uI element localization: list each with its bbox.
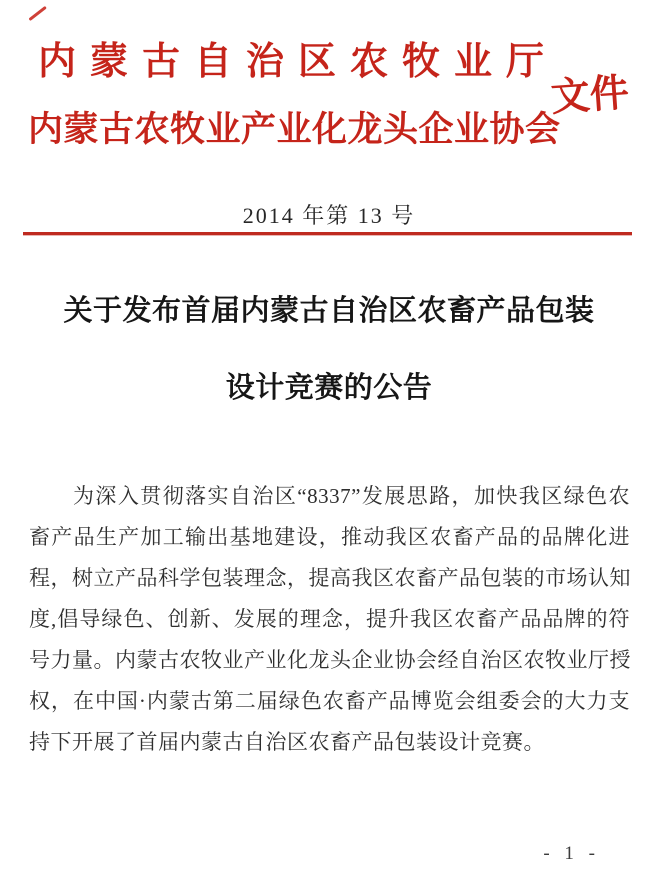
body-line: 度,倡导绿色、创新、发展的理念，提升我区农畜产品品牌的符 — [29, 607, 630, 631]
letterhead-divider-rule — [23, 232, 632, 235]
body-line: 为深入贯彻落实自治区“8337”发展思路，加快我区绿色农 — [73, 484, 630, 508]
body-line: 程，树立产品科学包装理念，提高我区农畜产品包装的市场认知 — [29, 566, 631, 590]
document-title-line-2: 设计竞赛的公告 — [225, 372, 433, 404]
body-line: 持下开展了首届内蒙古自治区农畜产品包装设计竞赛。 — [29, 730, 545, 754]
body-paragraph — [29, 476, 630, 763]
body-line: 权，在中国·内蒙古第二届绿色农畜产品博览会组委会的大力支 — [29, 689, 630, 713]
issuer-name-primary: 内蒙古自治区农牧业厅 — [38, 41, 559, 83]
issuer-name-secondary: 内蒙古农牧业产业化龙头企业协会 — [28, 110, 561, 149]
body-line: 畜产品生产加工输出基地建设，推动我区农畜产品的品牌化进 — [29, 525, 630, 549]
body-line: 号力量。内蒙古农牧业产业化龙头企业协会经自治区农牧业厅授 — [29, 648, 631, 672]
document-number: 2014 年第 13 号 — [242, 203, 416, 228]
document-title-line-1: 关于发布首届内蒙古自治区农畜产品包装 — [63, 295, 595, 327]
red-corner-scan-mark — [28, 6, 46, 21]
doc-type-label: 文件 — [549, 71, 631, 120]
page-number: - 1 - — [543, 843, 600, 864]
